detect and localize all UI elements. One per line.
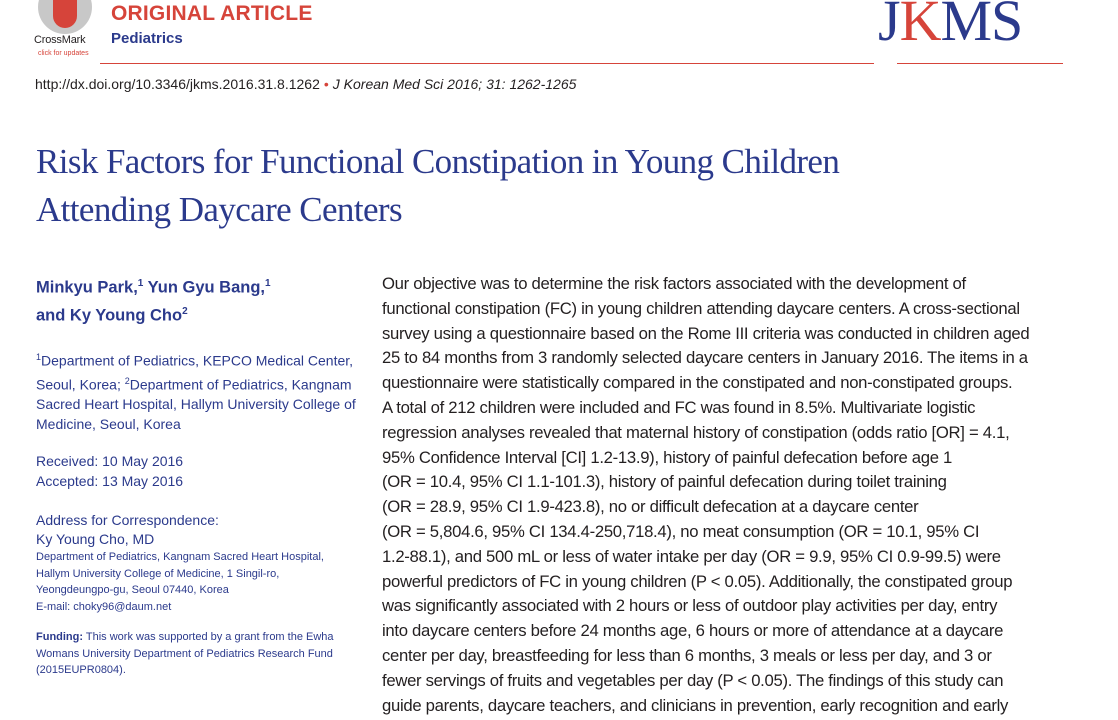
abstract-line: center per day, breastfeeding for less than 6 months, 3 meals or less per day, and 3 or — [382, 645, 992, 665]
abstract-line: regression analyses revealed that maternal history of constipation (odds ratio [OR] = 4.1, — [382, 422, 1010, 442]
citation-bullet: • — [323, 76, 329, 92]
abstract-line: functional constipation (FC) in young children attending daycare centers. A cross-sectional — [382, 298, 1020, 318]
article-dates — [36, 452, 366, 491]
funding-note — [36, 629, 366, 679]
abstract-line: (OR = 28.9, 95% CI 1.9-423.8), no or difficult defecation at a daycare center — [382, 497, 919, 517]
abstract-line: (OR = 10.4, 95% CI 1.1-101.3), history of painful defecation during toilet training — [382, 472, 947, 492]
abstract-line: guide parents, daycare teachers, and clinicians in prevention, early recognition and early — [382, 695, 1009, 715]
abstract-line: fewer servings of fruits and vegetables per day (P < 0.05). The findings of this study can — [382, 670, 1004, 690]
affiliations — [36, 347, 366, 434]
correspondence-name: Ky Young Cho, MD — [36, 531, 155, 548]
title-line: Risk Factors for Functional Constipation in Young Children — [36, 142, 840, 181]
article-title — [36, 138, 1076, 234]
crossmark-badge[interactable] — [34, 0, 100, 62]
abstract-line: A total of 212 children were included and FC was found in 8.5%. Multivariate logistic — [382, 397, 976, 417]
abstract-line: questionnaire were statistically compared in the constipated and non-constipated groups. — [382, 373, 1013, 393]
author-name: Yun Gyu Bang, — [143, 278, 265, 297]
correspondence-email[interactable]: E-mail: choky96@daum.net — [36, 600, 172, 613]
abstract-line: Our objective was to determine the risk factors associated with the development of — [382, 274, 966, 293]
crossmark-label: CrossMark — [34, 34, 86, 46]
abstract-line: 1.2-88.1), and 500 mL or less of water intake per day (OR = 9.9, 95% CI 0.9-99.5) were — [382, 546, 1001, 566]
abstract-line: survey using a questionnaire based on the Rome III criteria was conducted in children aged — [382, 323, 1030, 343]
address-line: Department of Pediatrics, Kangnam Sacred Heart Hospital, — [36, 551, 324, 564]
logo-letter-j: J — [878, 0, 900, 53]
accepted-date: Accepted: 13 May 2016 — [36, 472, 184, 489]
affiliation-marker: 2 — [124, 375, 130, 386]
abstract — [382, 272, 1082, 718]
funding-text: This work was supported by a grant from the Ewha Womans University Department of Pediatrics Research Fund (2015EUPR0804). — [36, 631, 334, 677]
affiliation-text: Department of Pediatrics, KEPCO Medical Center, Seoul, Korea; — [36, 352, 354, 393]
correspondence-address — [36, 549, 366, 615]
author-affiliation-marker: 1 — [137, 278, 144, 289]
article-type-label: ORIGINAL ARTICLE — [111, 2, 313, 25]
author-affiliation-marker: 1 — [265, 278, 271, 289]
received-date: Received: 10 May 2016 — [36, 453, 184, 470]
affiliation-text: Department of Pediatrics, Kangnam Sacred Heart Hospital, Hallym University College of Medicine, Seoul, Korea — [36, 376, 356, 433]
correspondence-label: Address for Correspondence: — [36, 512, 219, 529]
abstract-line: 95% Confidence Interval [CI] 1.2-13.9), history of painful defecation before age 1 — [382, 447, 953, 467]
abstract-line: powerful predictors of FC in young children (P < 0.05). Additionally, the constipated group — [382, 571, 1013, 591]
address-line: Yeongdeungpo-gu, Seoul 07440, Korea — [36, 584, 229, 597]
citation-line — [35, 76, 576, 92]
header-divider-right — [897, 63, 1063, 64]
affiliation-marker: 1 — [36, 352, 42, 362]
funding-label: Funding: — [36, 631, 84, 644]
article-subject-label: Pediatrics — [111, 30, 183, 47]
abstract-line: (OR = 5,804.6, 95% CI 134.4-250,718.4), no meat consumption (OR = 10.1, 95% CI — [382, 521, 980, 541]
logo-letter-k: K — [899, 0, 941, 53]
abstract-line: into daycare centers before 24 months age, 6 hours or more of attendance at a daycare — [382, 621, 1004, 641]
abstract-line: was significantly associated with 2 hours or less of outdoor play activities per day, entry — [382, 596, 998, 616]
crossmark-sublabel: click for updates — [38, 50, 89, 57]
author-name: Minkyu Park, — [36, 278, 138, 297]
address-line: Hallym University College of Medicine, 1 Singil-ro, — [36, 567, 280, 580]
crossmark-ribbon-icon — [53, 0, 77, 28]
article-metadata-column — [36, 272, 366, 679]
author-name: and Ky Young Cho — [36, 306, 183, 324]
abstract-line: 25 to 84 months from 3 randomly selected daycare centers in January 2016. The items in a — [382, 348, 1028, 368]
header-divider — [100, 63, 874, 64]
logo-letters-ms: MS — [940, 0, 1023, 53]
journal-citation: J Korean Med Sci 2016; 31: 1262-1265 — [332, 76, 577, 92]
author-list — [36, 272, 366, 327]
title-line: Attending Daycare Centers — [36, 190, 402, 229]
journal-logo — [878, 0, 1023, 53]
author-affiliation-marker: 2 — [182, 305, 188, 317]
doi-link[interactable]: http://dx.doi.org/10.3346/jkms.2016.31.8.1262 — [35, 76, 320, 92]
